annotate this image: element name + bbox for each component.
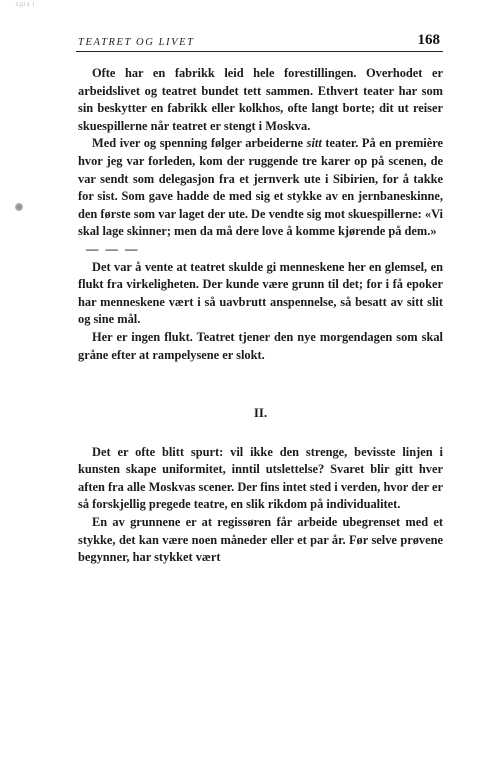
- paragraph-1: Ofte har en fabrikk leid hele forestillingen. Overhodet er arbeidslivet og teatret bundet tett sammen. Ethvert teater har som sin beskytter en fabrikk eller kolkhos, ofte langt borte; dit ut reiser skuespillerne når teatret er stengt i Moskva.: [78, 66, 443, 133]
- paragraph-4: Her er ingen flukt. Teatret tjener den nye morgendagen som skal gråne efter at rampelysene er slokt.: [78, 329, 443, 362]
- paragraph-3: Det var å vente at teatret skulde gi menneskene her en glemsel, en flukt fra virkeligheten. Der kunde være grunn til det; for i få epoker har menneskene vært i så uavbrutt anspennelse, så besatt av sitt slit og sine mål.: [78, 259, 443, 327]
- body-text: [78, 65, 443, 567]
- section-heading: II.: [253, 405, 268, 421]
- paragraph-5: Det er ofte blitt spurt: vil ikke den strenge, bevisste linjen i kunsten skape uniformitet, inntil utslettelse? Svaret blir gitt hver aften fra alle Moskvas scener. Der fins intet sted i verden, hvor der er så forskjellig pregede teatre, en slik rikdom på individualitet.: [78, 444, 443, 512]
- emphasis-word: sitt: [306, 136, 322, 151]
- page-number: 168: [417, 32, 440, 48]
- paragraph-2-start: Med iver og spenning følger arbeiderne: [92, 136, 307, 151]
- corner-mark: · ѕдіз і: [10, 2, 36, 8]
- paragraph-2: [78, 135, 443, 241]
- running-head: [76, 31, 443, 52]
- paragraph-2-rest: teater. På en première hvor jeg var forleden, kom der ruggende tre karer op på scenen, de var sendt som delegasjon fra et jernverk ute i Sibirien, for å takke for sist. Som gave hadde de med sig et stykke av en jernbaneskinne, den første som var laget der ute. De vendte sig mot skuespillerne: «Vi skal lage skinner; men da må dere love å komme kjørende på dem.»: [78, 136, 444, 239]
- dash-separator: — — —: [86, 241, 140, 256]
- running-title: TEATRET OG LIVET: [78, 37, 195, 48]
- paper-spot: [15, 203, 23, 211]
- paragraph-6: En av grunnene er at regissøren får arbeide ubegrenset med et stykke, det kan være noen måneder eller et par år. Før selve prøvene begynner, har stykket vært: [78, 515, 443, 565]
